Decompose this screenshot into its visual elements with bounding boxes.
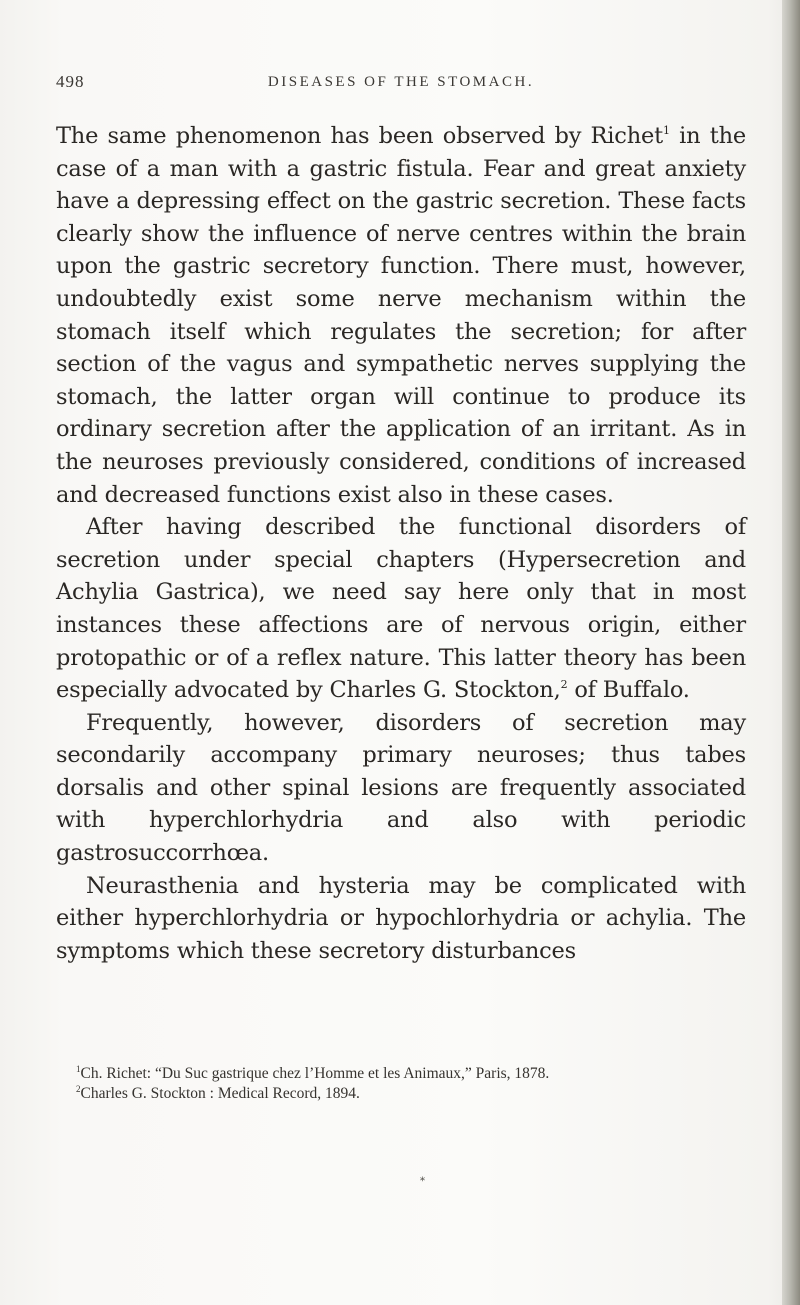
page-number: 498	[56, 72, 85, 91]
paragraph-functional-disorders	[56, 511, 746, 707]
footnote-text: Ch. Richet: “Du Suc gastrique chez l’Homme et les Animaux,” Paris, 1878.	[80, 1065, 550, 1082]
running-title: DISEASES OF THE STOMACH.	[267, 74, 535, 90]
paragraph-text: The same phenomenon has been observed by Richet	[56, 123, 663, 149]
paragraph-text: of Buffalo.	[567, 677, 690, 704]
paragraph-richet	[56, 120, 746, 511]
footnote-mark: 1	[76, 1064, 81, 1074]
signature-mark: *	[420, 1176, 425, 1187]
footnote-2	[56, 1084, 746, 1104]
footnote-reference: 2	[560, 678, 568, 692]
paragraph-secondary-disorders: Frequently, however, disorders of secretion may secondarily accompany primary neuroses; thus tabes dorsalis and other spinal lesions are frequently associated with hyperchlorhydria and also with periodic gastrosuccorrhœa.	[56, 709, 746, 867]
page-edge-shadow	[782, 0, 800, 1305]
page-header	[56, 72, 746, 102]
footnote-reference: 1	[662, 124, 670, 137]
paragraph-neurasthenia: Neurasthenia and hysteria may be complicated with either hyperchlorhydria or hypochlorhydria or achylia. The symptoms which these secretory disturbances	[56, 872, 746, 964]
footnote-1	[56, 1064, 746, 1084]
body-text	[56, 120, 746, 967]
footnote-mark: 2	[76, 1084, 81, 1094]
paragraph-text: After having described the functional disorders of secretion under special chapters (Hypersecretion and Achylia Gastrica), we need say here only that in most instances these affections are of nervous origin, either protopathic or of a reflex nature. This latter theory has been especially advocated by Charles G. Stockton,	[56, 514, 746, 704]
footnote-text: Charles G. Stockton : Medical Record, 1894.	[80, 1085, 360, 1102]
footnotes	[56, 1064, 746, 1104]
paragraph-text: in the case of a man with a gastric fistula. Fear and great anxiety have a depressing effect on the gastric secretion. These facts clearly show the influence of nerve centres within the brain upon the gastric secretory function. There must, however, undoubtedly exist some nerve mechanism within the stomach itself which regulates the secretion; for after section of the vagus and sympathetic nerves supplying the stomach, the latter organ will continue to produce its ordinary secretion after the application of an irritant. As in the neuroses previously considered, conditions of increased and decreased functions exist also in these cases.	[56, 123, 746, 508]
